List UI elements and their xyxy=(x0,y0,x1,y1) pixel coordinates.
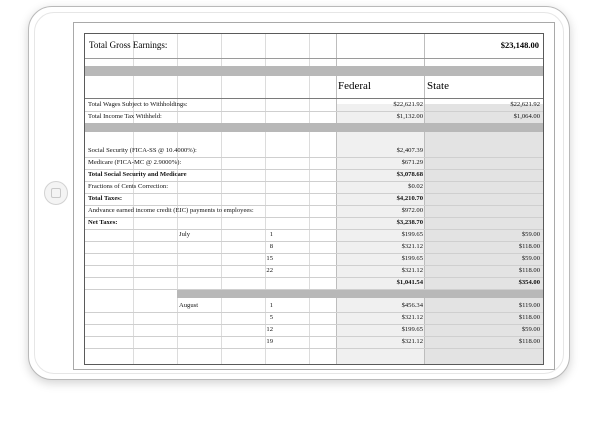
tax-row xyxy=(85,157,543,169)
payment-row xyxy=(85,253,543,265)
state-column-header: State xyxy=(427,80,449,92)
state-total: $354.00 xyxy=(518,279,540,286)
federal-value: $199.65 xyxy=(401,255,423,262)
day-value: 22 xyxy=(266,267,273,274)
federal-value: $22,621.92 xyxy=(393,101,423,108)
day-value: 12 xyxy=(266,326,273,333)
federal-column-header: Federal xyxy=(338,80,371,92)
federal-value: $199.65 xyxy=(401,231,423,238)
tax-row xyxy=(85,193,543,205)
state-value: $118.00 xyxy=(518,314,540,321)
tax-row xyxy=(85,169,543,181)
payment-row xyxy=(85,336,543,348)
spreadsheet xyxy=(84,33,544,365)
day-value: 8 xyxy=(269,243,273,250)
payment-row xyxy=(85,265,543,277)
day-value: 15 xyxy=(266,255,273,262)
federal-value: $199.65 xyxy=(401,326,423,333)
federal-value: $2,407.39 xyxy=(396,147,423,154)
federal-value: $671.29 xyxy=(401,159,423,166)
state-value: $59.00 xyxy=(521,326,540,333)
tax-row xyxy=(85,205,543,217)
month-total-row xyxy=(85,277,543,289)
row-label: Medicare (FICA-MC @ 2.9000%): xyxy=(88,159,182,166)
state-value: $118.00 xyxy=(518,267,540,274)
summary-row xyxy=(85,99,543,111)
state-value: $1,064.00 xyxy=(513,113,540,120)
row-label: Total Social Security and Medicare xyxy=(88,171,187,178)
row-label: Social Security (FICA-SS @ 10.4000%): xyxy=(88,147,197,154)
payment-row xyxy=(85,312,543,324)
row-label: Andvance earned income credit (EIC) payments to employees: xyxy=(88,207,254,214)
state-value: $59.00 xyxy=(521,255,540,262)
state-value: $119.00 xyxy=(518,302,540,309)
gross-earnings-row xyxy=(85,34,543,58)
tablet-frame xyxy=(28,6,570,380)
state-value: $59.00 xyxy=(521,231,540,238)
month-label: August xyxy=(179,302,199,309)
federal-value: $456.34 xyxy=(401,302,423,309)
day-value: 19 xyxy=(266,338,273,345)
federal-value: $3,078.68 xyxy=(396,171,423,178)
tablet-screen xyxy=(73,22,555,370)
federal-value: $1,132.00 xyxy=(396,113,423,120)
federal-value: $321.12 xyxy=(401,338,423,345)
month-label: July xyxy=(179,231,190,238)
gross-earnings-label: Total Gross Earnings: xyxy=(89,40,168,50)
payment-row xyxy=(85,241,543,253)
home-button-icon xyxy=(51,188,61,198)
day-value: 5 xyxy=(269,314,273,321)
payment-row xyxy=(85,300,543,312)
federal-value: $321.12 xyxy=(401,243,423,250)
federal-value: $0.02 xyxy=(408,183,423,190)
row-label: Net Taxes: xyxy=(88,219,118,226)
federal-value: $4,210.70 xyxy=(396,195,423,202)
federal-value: $3,238.70 xyxy=(396,219,423,226)
day-value: 1 xyxy=(269,302,273,309)
tax-row xyxy=(85,181,543,193)
federal-value: $321.12 xyxy=(401,267,423,274)
state-value: $118.00 xyxy=(518,243,540,250)
state-value: $118.00 xyxy=(518,338,540,345)
summary-row xyxy=(85,111,543,123)
divider xyxy=(85,58,543,59)
federal-value: $972.00 xyxy=(401,207,423,214)
row-divider xyxy=(85,348,543,349)
federal-value: $321.12 xyxy=(401,314,423,321)
row-label: Fractions of Cents Correction: xyxy=(88,183,169,190)
federal-total: $1,041.54 xyxy=(396,279,423,286)
state-value: $22,621.92 xyxy=(510,101,540,108)
separator-band xyxy=(85,66,543,76)
payment-row xyxy=(85,229,543,241)
separator-band xyxy=(177,290,543,298)
home-button[interactable] xyxy=(44,181,68,205)
gross-earnings-value: $23,148.00 xyxy=(500,40,539,50)
row-label: Total Taxes: xyxy=(88,195,123,202)
tax-row xyxy=(85,145,543,157)
row-label: Total Income Tax Withheld: xyxy=(88,113,162,120)
tax-row xyxy=(85,217,543,229)
payment-row xyxy=(85,324,543,336)
day-value: 1 xyxy=(269,231,273,238)
row-label: Total Wages Subject to Withholdings: xyxy=(88,101,188,108)
separator-band xyxy=(85,123,543,132)
